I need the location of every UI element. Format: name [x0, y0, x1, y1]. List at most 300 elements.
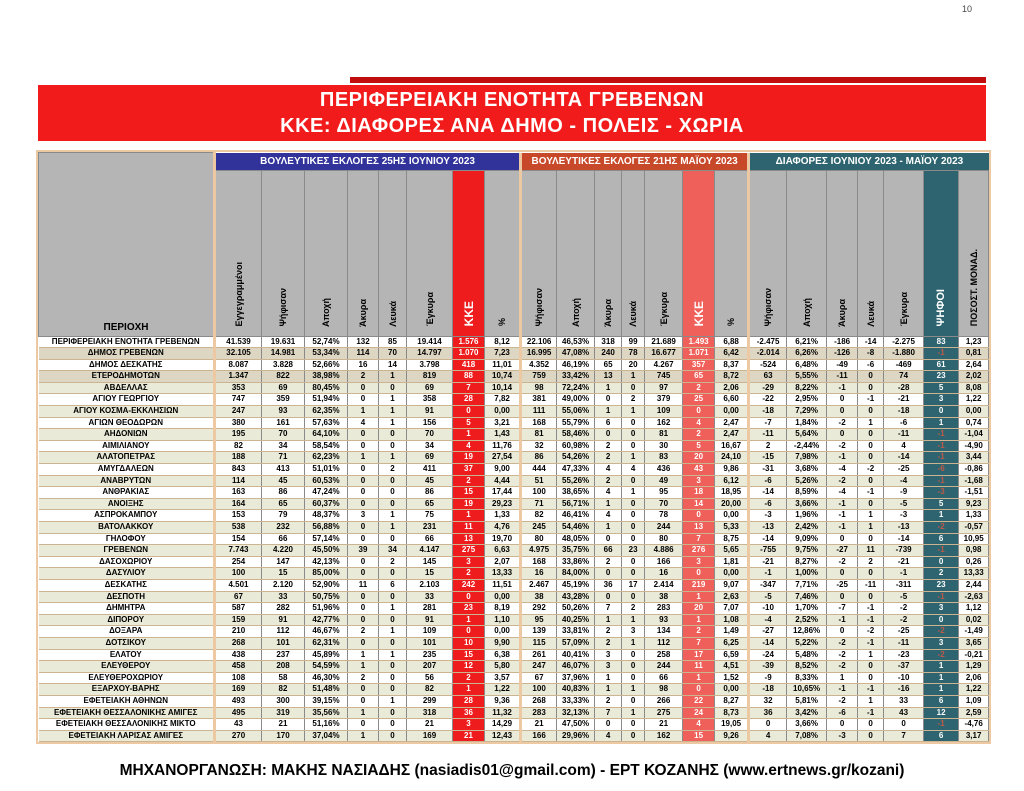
value-cell: 0: [622, 522, 645, 534]
value-cell: -25: [884, 464, 924, 476]
value-cell: 1: [379, 394, 407, 406]
page-number: 10: [961, 4, 972, 14]
value-cell: 2: [453, 672, 485, 684]
value-cell: -1: [858, 707, 884, 719]
value-cell: 156: [407, 417, 453, 429]
value-cell: 21: [453, 730, 485, 742]
value-cell: 9,90: [485, 637, 521, 649]
value-cell: 0: [379, 440, 407, 452]
value-cell: 81: [521, 429, 557, 441]
page-subtitle: ΚΚΕ: ΔΙΑΦΟΡΕΣ ΑΝΑ ΔΗΜΟ - ΠΟΛΕΙΣ - ΧΩΡΙΑ: [280, 115, 744, 137]
value-cell: 0: [683, 684, 715, 696]
value-cell: 19: [453, 498, 485, 510]
value-cell: 0: [622, 475, 645, 487]
value-cell: -49: [827, 359, 858, 371]
value-cell: 85,00%: [305, 568, 348, 580]
column-header: [215, 170, 262, 336]
column-header: [858, 170, 884, 336]
value-cell: 0: [348, 394, 379, 406]
value-cell: 1: [348, 649, 379, 661]
value-cell: 93: [262, 406, 305, 418]
value-cell: 0: [348, 533, 379, 545]
area-name-cell: ΔΟΞΑΡΑ: [39, 626, 215, 638]
value-cell: 275: [645, 707, 683, 719]
value-cell: 0: [348, 684, 379, 696]
table-row: [39, 637, 989, 649]
area-name-cell: ΓΗΛΟΦΟΥ: [39, 533, 215, 545]
value-cell: 5,64%: [787, 429, 827, 441]
column-header: [787, 170, 827, 336]
value-cell: 2: [595, 695, 622, 707]
value-cell: 1: [858, 417, 884, 429]
value-cell: 145: [407, 556, 453, 568]
value-cell: 2: [595, 556, 622, 568]
value-cell: 82: [262, 684, 305, 696]
value-cell: 36: [749, 707, 787, 719]
value-cell: 4.501: [215, 579, 262, 591]
value-cell: -6: [749, 498, 787, 510]
value-cell: 61: [924, 359, 959, 371]
value-cell: 2: [858, 556, 884, 568]
value-cell: 51,94%: [305, 394, 348, 406]
value-cell: 65: [262, 498, 305, 510]
value-cell: 8,33%: [787, 672, 827, 684]
value-cell: 12,43: [485, 730, 521, 742]
value-cell: -6: [749, 475, 787, 487]
value-cell: 30: [645, 440, 683, 452]
value-cell: -2,44%: [787, 440, 827, 452]
value-cell: 5: [924, 382, 959, 394]
value-cell: 1: [453, 510, 485, 522]
value-cell: 19.414: [407, 336, 453, 348]
area-name-cell: ΕΤΕΡΟΔΗΜΟΤΩΝ: [39, 371, 215, 383]
value-cell: 1,00%: [787, 568, 827, 580]
value-cell: 1: [453, 429, 485, 441]
value-cell: -1: [924, 440, 959, 452]
value-cell: 51,48%: [305, 684, 348, 696]
value-cell: 5,33: [715, 522, 749, 534]
value-cell: 1.347: [215, 371, 262, 383]
column-header: [595, 170, 622, 336]
table-row: [39, 406, 989, 418]
value-cell: 1,49: [715, 626, 749, 638]
value-cell: 46,19%: [557, 359, 595, 371]
value-cell: 1: [453, 614, 485, 626]
value-cell: 85: [379, 336, 407, 348]
value-cell: 33,86%: [557, 556, 595, 568]
value-cell: 20: [683, 603, 715, 615]
value-cell: 2: [683, 382, 715, 394]
value-cell: 66: [645, 672, 683, 684]
table-row: [39, 603, 989, 615]
value-cell: 9,07: [715, 579, 749, 591]
value-cell: 9,26: [715, 730, 749, 742]
value-cell: -2: [884, 614, 924, 626]
value-cell: -1: [858, 637, 884, 649]
table-row: [39, 719, 989, 731]
value-cell: 16: [348, 359, 379, 371]
value-cell: 45: [262, 475, 305, 487]
value-cell: 6: [924, 695, 959, 707]
value-cell: -14: [884, 452, 924, 464]
value-cell: 268: [521, 695, 557, 707]
value-cell: 23: [622, 545, 645, 557]
value-cell: 0: [827, 429, 858, 441]
value-cell: 71: [521, 498, 557, 510]
value-cell: 93: [645, 614, 683, 626]
value-cell: 101: [262, 637, 305, 649]
value-cell: 95: [645, 487, 683, 499]
value-cell: -1.880: [884, 348, 924, 360]
value-cell: 0: [858, 475, 884, 487]
value-cell: 3: [924, 637, 959, 649]
value-cell: 8,27%: [787, 556, 827, 568]
value-cell: 538: [215, 522, 262, 534]
value-cell: 46,53%: [557, 336, 595, 348]
value-cell: 0: [827, 719, 858, 731]
value-cell: 17: [622, 579, 645, 591]
column-header: [924, 170, 959, 336]
area-name-cell: ΑΒΔΕΛΛΑΣ: [39, 382, 215, 394]
value-cell: 0: [622, 695, 645, 707]
value-cell: -1: [827, 382, 858, 394]
value-cell: 2: [348, 371, 379, 383]
value-cell: 2,02: [959, 371, 989, 383]
value-cell: -0,21: [959, 649, 989, 661]
value-cell: 54,26%: [557, 452, 595, 464]
value-cell: 0: [595, 394, 622, 406]
value-cell: 65: [595, 359, 622, 371]
value-cell: 1: [595, 684, 622, 696]
value-cell: -4: [884, 475, 924, 487]
value-cell: 1: [622, 487, 645, 499]
value-cell: 4,44: [485, 475, 521, 487]
value-cell: 283: [645, 603, 683, 615]
value-cell: 20: [683, 452, 715, 464]
value-cell: 2: [453, 475, 485, 487]
value-cell: 1: [858, 695, 884, 707]
column-header: [379, 170, 407, 336]
value-cell: 2,07: [485, 556, 521, 568]
value-cell: 2: [453, 568, 485, 580]
value-cell: 50,26%: [557, 603, 595, 615]
value-cell: 1,96%: [787, 510, 827, 522]
value-cell: 1,70%: [787, 603, 827, 615]
value-cell: 37,04%: [305, 730, 348, 742]
value-cell: 0: [683, 568, 715, 580]
value-cell: 2,59: [959, 707, 989, 719]
value-cell: 4,51: [715, 661, 749, 673]
value-cell: 23: [924, 579, 959, 591]
value-cell: 84,00%: [557, 568, 595, 580]
value-cell: 0: [379, 637, 407, 649]
value-cell: 67: [215, 591, 262, 603]
value-cell: 0: [453, 591, 485, 603]
value-cell: 19,05: [715, 719, 749, 731]
area-name-cell: ΕΞΑΡΧΟΥ-ΒΑΡΗΣ: [39, 684, 215, 696]
value-cell: 11,51: [485, 579, 521, 591]
value-cell: 55,26%: [557, 475, 595, 487]
value-cell: 8,59%: [787, 487, 827, 499]
value-cell: 4: [348, 417, 379, 429]
area-name-cell: ΑΣΠΡΟΚΑΜΠΟΥ: [39, 510, 215, 522]
column-header-label: %: [497, 318, 508, 327]
value-cell: 33: [884, 695, 924, 707]
value-cell: 0: [379, 475, 407, 487]
value-cell: -755: [749, 545, 787, 557]
value-cell: 69: [262, 382, 305, 394]
value-cell: 8,22%: [787, 382, 827, 394]
area-name-cell: ΑΝΑΒΡΥΤΩΝ: [39, 475, 215, 487]
value-cell: 80: [521, 533, 557, 545]
value-cell: 0: [622, 440, 645, 452]
value-cell: 1,10: [485, 614, 521, 626]
value-cell: 1: [924, 684, 959, 696]
value-cell: 1: [348, 406, 379, 418]
value-cell: 1: [622, 452, 645, 464]
value-cell: -14: [858, 336, 884, 348]
value-cell: 5,26%: [787, 475, 827, 487]
value-cell: 843: [215, 464, 262, 476]
table-row: [39, 579, 989, 591]
value-cell: 270: [215, 730, 262, 742]
area-name-cell: ΔΟΤΣΙΚΟΥ: [39, 637, 215, 649]
value-cell: 2,44: [959, 579, 989, 591]
value-cell: 7,71%: [787, 579, 827, 591]
value-cell: 747: [215, 394, 262, 406]
value-cell: 4: [622, 464, 645, 476]
table-row: [39, 614, 989, 626]
value-cell: 1: [924, 672, 959, 684]
value-cell: -5: [884, 498, 924, 510]
value-cell: 0: [858, 498, 884, 510]
value-cell: -524: [749, 359, 787, 371]
column-header: [622, 170, 645, 336]
value-cell: 436: [645, 464, 683, 476]
value-cell: 1: [595, 382, 622, 394]
value-cell: -4,90: [959, 440, 989, 452]
value-cell: 1: [379, 406, 407, 418]
value-cell: 69: [407, 382, 453, 394]
value-cell: 2: [622, 603, 645, 615]
value-cell: 0: [379, 707, 407, 719]
value-cell: 34: [262, 440, 305, 452]
value-cell: -311: [884, 579, 924, 591]
value-cell: 0,00: [715, 568, 749, 580]
value-cell: 207: [407, 661, 453, 673]
value-cell: 60,98%: [557, 440, 595, 452]
value-cell: 5: [453, 417, 485, 429]
value-cell: 1,33: [959, 510, 989, 522]
election-group-header: ΒΟΥΛΕΥΤΙΚΕΣ ΕΚΛΟΓΕΣ 25ΗΣ ΙΟΥΝΙΟΥ 2023: [215, 153, 521, 171]
column-header: [305, 170, 348, 336]
value-cell: 0: [348, 568, 379, 580]
value-cell: 1: [379, 695, 407, 707]
value-cell: 1,23: [959, 336, 989, 348]
value-cell: 64,10%: [305, 429, 348, 441]
value-cell: 65: [683, 371, 715, 383]
value-cell: -7: [827, 603, 858, 615]
value-cell: 45,19%: [557, 579, 595, 591]
value-cell: 10,14: [485, 382, 521, 394]
value-cell: -2: [827, 417, 858, 429]
value-cell: 52,74%: [305, 336, 348, 348]
value-cell: -0,57: [959, 522, 989, 534]
value-cell: 1: [622, 637, 645, 649]
value-cell: 3: [595, 649, 622, 661]
value-cell: 0: [827, 568, 858, 580]
area-name-cell: ΑΗΔΟΝΙΩΝ: [39, 429, 215, 441]
value-cell: -11: [858, 579, 884, 591]
table-row: [39, 533, 989, 545]
value-cell: 1,43: [485, 429, 521, 441]
value-cell: 1: [453, 684, 485, 696]
value-cell: -2: [827, 475, 858, 487]
value-cell: 6,12: [715, 475, 749, 487]
value-cell: 0: [379, 533, 407, 545]
value-cell: 358: [407, 394, 453, 406]
value-cell: -14: [749, 533, 787, 545]
value-cell: 13,33: [485, 568, 521, 580]
value-cell: 70: [262, 429, 305, 441]
value-cell: -27: [749, 626, 787, 638]
value-cell: -1: [858, 487, 884, 499]
value-cell: 1,09: [959, 695, 989, 707]
value-cell: 51,01%: [305, 464, 348, 476]
value-cell: 66: [407, 533, 453, 545]
value-cell: 27,54: [485, 452, 521, 464]
value-cell: 0: [453, 406, 485, 418]
value-cell: 0: [379, 672, 407, 684]
value-cell: 2,06: [959, 672, 989, 684]
value-cell: 21: [645, 719, 683, 731]
value-cell: 52,90%: [305, 579, 348, 591]
value-cell: 66: [595, 545, 622, 557]
value-cell: 10: [453, 637, 485, 649]
value-cell: 48,37%: [305, 510, 348, 522]
value-cell: 300: [262, 695, 305, 707]
value-cell: -10: [749, 603, 787, 615]
value-cell: -3: [827, 730, 858, 742]
value-cell: 56: [407, 672, 453, 684]
value-cell: 10,74: [485, 371, 521, 383]
value-cell: 83: [645, 452, 683, 464]
value-cell: 46,41%: [557, 510, 595, 522]
value-cell: -1: [924, 545, 959, 557]
area-name-cell: ΔΕΣΚΑΤΗΣ: [39, 579, 215, 591]
area-name-cell: ΔΗΜΟΣ ΔΕΣΚΑΤΗΣ: [39, 359, 215, 371]
value-cell: 0: [858, 429, 884, 441]
value-cell: 4: [595, 730, 622, 742]
area-name-cell: ΔΗΜΟΣ ΓΡΕΒΕΝΩΝ: [39, 348, 215, 360]
value-cell: -2: [827, 637, 858, 649]
value-cell: 49,00%: [557, 394, 595, 406]
value-cell: 0: [379, 568, 407, 580]
value-cell: 82: [521, 510, 557, 522]
table-row: [39, 556, 989, 568]
value-cell: 188: [215, 452, 262, 464]
value-cell: 58,46%: [557, 429, 595, 441]
value-cell: 109: [407, 626, 453, 638]
value-cell: 108: [215, 672, 262, 684]
value-cell: 33: [407, 591, 453, 603]
value-cell: -469: [884, 359, 924, 371]
value-cell: 0,98: [959, 545, 989, 557]
column-header-label: Λευκά: [865, 300, 876, 327]
value-cell: 219: [683, 579, 715, 591]
value-cell: 0: [622, 556, 645, 568]
value-cell: -13: [884, 522, 924, 534]
value-cell: 0: [622, 510, 645, 522]
value-cell: 359: [262, 394, 305, 406]
value-cell: 7: [595, 707, 622, 719]
value-cell: 0: [348, 429, 379, 441]
value-cell: 91: [407, 406, 453, 418]
value-cell: 2,52%: [787, 614, 827, 626]
value-cell: -25: [827, 579, 858, 591]
value-cell: -2: [924, 649, 959, 661]
value-cell: 0: [379, 429, 407, 441]
value-cell: 23: [453, 603, 485, 615]
value-cell: 1,33: [485, 510, 521, 522]
value-cell: -1: [924, 429, 959, 441]
column-header: [407, 170, 453, 336]
value-cell: -739: [884, 545, 924, 557]
column-header-label: ΨΗΦΟΙ: [935, 289, 948, 327]
value-cell: 60,53%: [305, 475, 348, 487]
value-cell: 80,45%: [305, 382, 348, 394]
value-cell: 413: [262, 464, 305, 476]
value-cell: -2: [827, 556, 858, 568]
value-cell: 1: [595, 614, 622, 626]
value-cell: 0: [858, 382, 884, 394]
area-name-cell: ΒΑΤΟΛΑΚΚΟΥ: [39, 522, 215, 534]
value-cell: 5,65: [715, 545, 749, 557]
value-cell: 0: [379, 719, 407, 731]
value-cell: 97: [645, 382, 683, 394]
value-cell: 0,81: [959, 348, 989, 360]
value-cell: 134: [645, 626, 683, 638]
value-cell: 9,09%: [787, 533, 827, 545]
value-cell: 91: [262, 614, 305, 626]
value-cell: 70: [407, 429, 453, 441]
value-cell: 1: [379, 626, 407, 638]
value-cell: 3: [683, 556, 715, 568]
value-cell: 4.352: [521, 359, 557, 371]
value-cell: 21: [521, 719, 557, 731]
value-cell: 822: [262, 371, 305, 383]
value-cell: 1: [379, 522, 407, 534]
area-name-cell: ΕΦΕΤΕΙΑΚΗ ΛΑΡΙΣΑΣ ΑΜΙΓΕΣ: [39, 730, 215, 742]
value-cell: 1: [924, 510, 959, 522]
value-cell: -1: [827, 510, 858, 522]
value-cell: -31: [749, 464, 787, 476]
banner-top-accent-bar: [350, 77, 986, 83]
value-cell: 51: [521, 475, 557, 487]
value-cell: 0: [348, 475, 379, 487]
value-cell: 28: [453, 695, 485, 707]
value-cell: 4.267: [645, 359, 683, 371]
value-cell: 72,24%: [557, 382, 595, 394]
value-cell: 22: [683, 695, 715, 707]
value-cell: 50,75%: [305, 591, 348, 603]
column-header: [959, 170, 989, 336]
value-cell: 3,44: [959, 452, 989, 464]
value-cell: 0: [622, 417, 645, 429]
value-cell: 0: [749, 719, 787, 731]
value-cell: 244: [645, 661, 683, 673]
table-row: [39, 394, 989, 406]
